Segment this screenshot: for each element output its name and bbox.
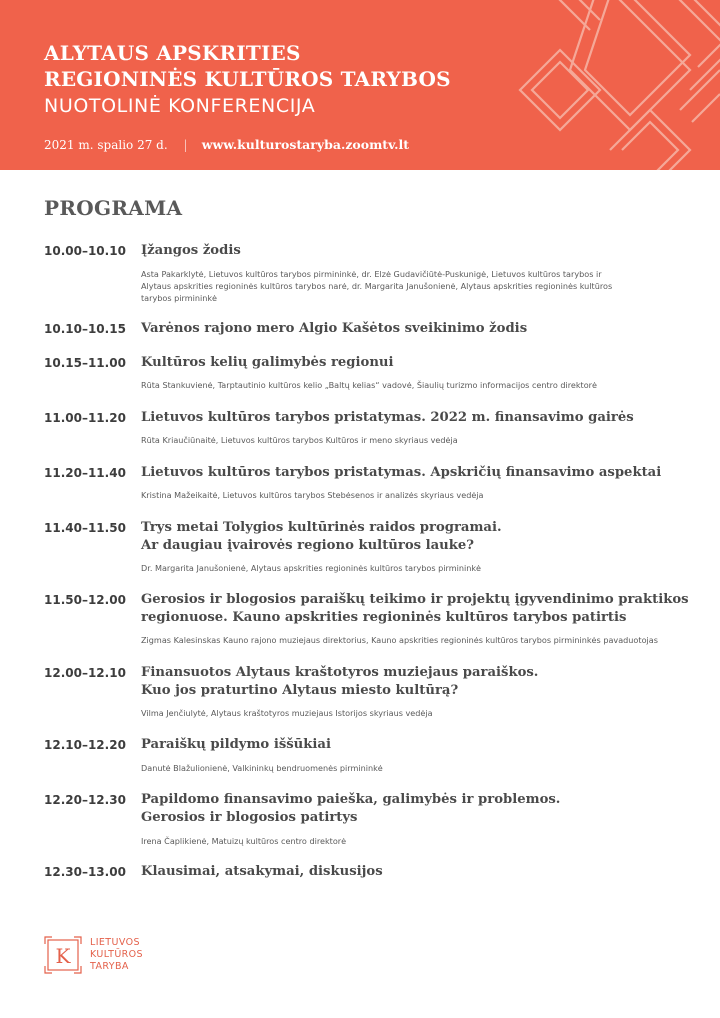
item-speaker-line: Asta Pakarklytė, Lietuvos kultūros tarybos pirmininkė, dr. Elzė Gudavičiūtė-Puskunigė, Lietuvos kultūros tarybos ir	[141, 269, 602, 279]
item-speaker-line: Irena Čaplikienė, Matuizų kultūros centro direktorė	[141, 836, 347, 846]
lietuvos-kulturos-taryba-logo	[44, 936, 174, 976]
item-speaker-line: Danutė Blažulionienė, Valkininkų bendruomenės pirmininkė	[141, 763, 383, 773]
item-time: 11.50–12.00	[44, 593, 126, 607]
item-title-line: Lietuvos kultūros tarybos pristatymas. Apskričių finansavimo aspektai	[141, 465, 662, 480]
conference-date: 2021 m. spalio 27 d.	[44, 138, 168, 152]
item-speaker-line: Kristina Mažeikaitė, Lietuvos kultūros tarybos Stebėsenos ir analizės skyriaus vedėja	[141, 490, 484, 500]
header-banner	[0, 0, 720, 170]
item-title	[141, 320, 686, 338]
item-title-line: Ar daugiau įvairovės regiono kultūros lauke?	[141, 538, 475, 553]
item-speakers	[141, 434, 686, 446]
item-title	[141, 736, 686, 754]
logo-word: TARYBA	[90, 961, 129, 972]
item-time: 12.10–12.20	[44, 738, 126, 752]
item-title-line: Lietuvos kultūros tarybos pristatymas. 2022 m. finansavimo gairės	[141, 410, 634, 425]
item-speaker-line: Rūta Stankuvienė, Tarptautinio kultūros kelio „Baltų kelias“ vadovė, Šiaulių turizmo informacijos centro direktorė	[141, 380, 597, 390]
item-title	[141, 354, 686, 372]
item-title	[141, 519, 686, 555]
item-speakers	[141, 835, 686, 847]
item-title-line: Kultūros kelių galimybės regionui	[141, 355, 394, 370]
item-speakers	[141, 379, 686, 391]
item-title-line: Papildomo finansavimo paieška, galimybės ir problemos.	[141, 792, 561, 807]
item-title	[141, 664, 686, 700]
item-time: 10.00–10.10	[44, 244, 126, 258]
conference-url-link[interactable]: www.kulturostaryba.zoomtv.lt	[201, 137, 409, 152]
item-time: 12.20–12.30	[44, 793, 126, 807]
item-speaker-line: Rūta Kriaučiūnaitė, Lietuvos kultūros tarybos Kultūros ir meno skyriaus vedėja	[141, 435, 458, 445]
item-speakers	[141, 634, 686, 646]
item-title-line: Varėnos rajono mero Algio Kašėtos sveikinimo žodis	[141, 321, 528, 336]
logo-word: LIETUVOS	[90, 937, 140, 948]
item-speaker-line: Alytaus apskrities regioninės kultūros tarybos narė, dr. Margarita Janušonienė, Alytaus apskrities regioninės kultūros	[141, 281, 613, 291]
logo-word: KULTŪROS	[90, 949, 143, 960]
item-title-line: Kuo jos praturtino Alytaus miesto kultūrą?	[141, 683, 459, 698]
item-speakers	[141, 562, 686, 574]
item-time: 12.30–13.00	[44, 865, 126, 879]
title-line: ALYTAUS APSKRITIES	[44, 41, 301, 65]
item-time: 12.00–12.10	[44, 666, 126, 680]
item-time: 10.15–11.00	[44, 356, 126, 370]
item-time: 11.20–11.40	[44, 466, 126, 480]
item-title-line: regionuose. Kauno apskrities regioninės kultūros tarybos patirtis	[141, 610, 627, 625]
item-time: 11.40–11.50	[44, 521, 126, 535]
item-speaker-line: Zigmas Kalesinskas Kauno rajono muziejaus direktorius, Kauno apskrities regioninės kultūros tarybos pirmininkės pavaduotojas	[141, 635, 658, 645]
lietuvos-kulturos-taryba-logo-icon	[44, 936, 82, 974]
item-speaker-line: tarybos pirmininkė	[141, 293, 218, 303]
item-title	[141, 591, 689, 627]
logo-letter: K	[55, 944, 71, 968]
item-speaker-line: Vilma Jenčiulytė, Alytaus kraštotyros muziejaus Istorijos skyriaus vedėja	[141, 708, 433, 718]
item-speakers	[141, 268, 686, 304]
item-title	[141, 464, 686, 482]
item-speakers	[141, 707, 686, 719]
item-time: 11.00–11.20	[44, 411, 126, 425]
item-time: 10.10–10.15	[44, 322, 126, 336]
item-speakers	[141, 762, 686, 774]
item-title-line: Gerosios ir blogosios patirtys	[141, 810, 358, 825]
item-title-line: Trys metai Tolygios kultūrinės raidos programai.	[141, 520, 502, 535]
item-title-line: Finansuotos Alytaus kraštotyros muziejaus paraiškos.	[141, 665, 539, 680]
item-title-line: Įžangos žodis	[141, 243, 241, 258]
logo-wordmark	[90, 937, 143, 973]
conference-subtitle: NUOTOLINĖ KONFERENCIJA	[44, 95, 316, 117]
title-line: REGIONINĖS KULTŪROS TARYBOS	[44, 67, 451, 91]
item-speakers	[141, 489, 686, 501]
item-title-line: Klausimai, atsakymai, diskusijos	[141, 864, 383, 879]
program-heading: PROGRAMA	[44, 196, 183, 220]
item-title	[141, 409, 686, 427]
conference-meta	[44, 137, 409, 153]
item-speaker-line: Dr. Margarita Janušonienė, Alytaus apskrities regioninės kultūros tarybos pirmininkė	[141, 563, 482, 573]
conference-title	[44, 40, 451, 92]
meta-separator: |	[183, 138, 188, 152]
item-title	[141, 242, 686, 260]
item-title-line: Gerosios ir blogosios paraiškų teikimo ir projektų įgyvendinimo praktikos	[141, 592, 689, 607]
item-title	[141, 863, 686, 881]
item-title	[141, 791, 686, 827]
item-title-line: Paraiškų pildymo iššūkiai	[141, 737, 331, 752]
